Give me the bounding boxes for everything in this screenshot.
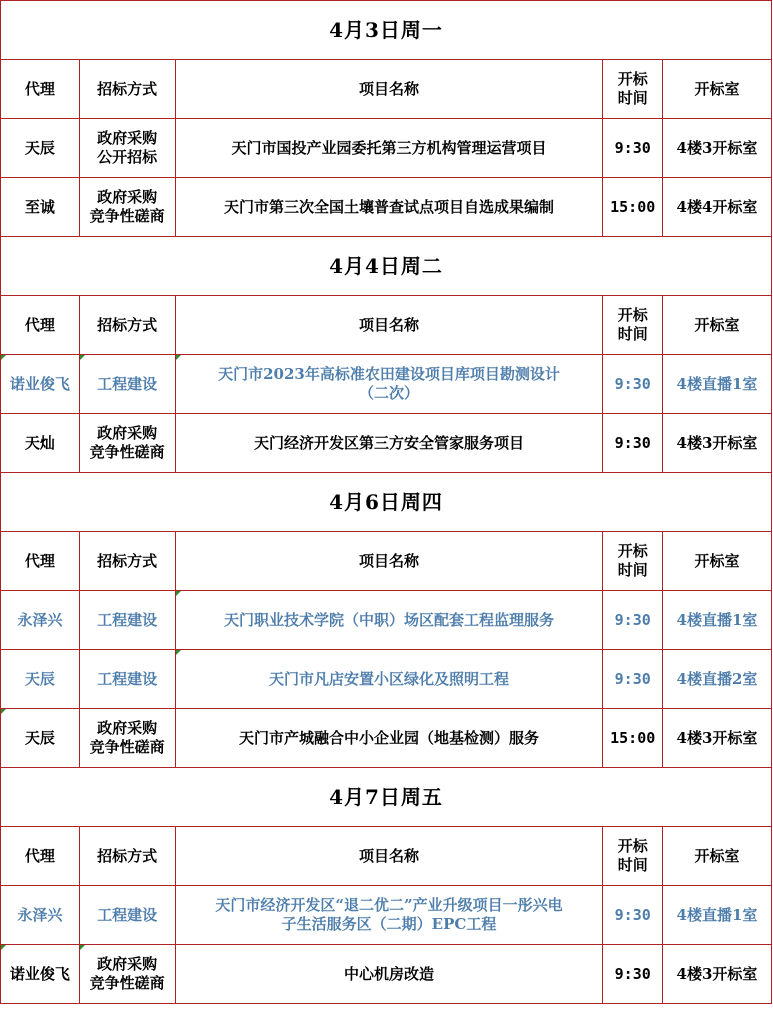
header-method: 招标方式 — [79, 532, 175, 591]
room-cell: 4楼直播1室 — [662, 355, 771, 414]
room-cell: 4楼4开标室 — [662, 178, 771, 237]
time-cell: 9:30 — [603, 945, 663, 1004]
time-cell: 9:30 — [603, 886, 663, 945]
table-row — [1, 591, 772, 650]
day-title: 4月4日周二 — [1, 237, 772, 296]
time-cell: 9:30 — [603, 355, 663, 414]
table-row — [1, 945, 772, 1004]
column-header-row — [1, 296, 772, 355]
column-header-row — [1, 532, 772, 591]
header-agent: 代理 — [1, 296, 80, 355]
header-agent: 代理 — [1, 532, 80, 591]
method-cell: 政府采购 竞争性磋商 — [79, 178, 175, 237]
time-cell: 15:00 — [603, 709, 663, 768]
project-name-cell: 天门市第三次全国土壤普查试点项目自选成果编制 — [175, 178, 603, 237]
method-cell: 工程建设 — [79, 886, 175, 945]
project-name-cell: 天门市国投产业园委托第三方机构管理运营项目 — [175, 119, 603, 178]
method-cell: 政府采购 竞争性磋商 — [79, 709, 175, 768]
header-project-name: 项目名称 — [175, 532, 603, 591]
time-cell: 9:30 — [603, 591, 663, 650]
agent-cell: 天辰 — [1, 119, 80, 178]
table-row — [1, 709, 772, 768]
room-cell: 4楼直播1室 — [662, 591, 771, 650]
header-method: 招标方式 — [79, 296, 175, 355]
agent-cell: 至诚 — [1, 178, 80, 237]
room-cell: 4楼直播2室 — [662, 650, 771, 709]
method-cell: 工程建设 — [79, 591, 175, 650]
table-row — [1, 178, 772, 237]
method-cell: 政府采购 公开招标 — [79, 119, 175, 178]
project-name-cell: 天门经济开发区第三方安全管家服务项目 — [175, 414, 603, 473]
table-row — [1, 886, 772, 945]
room-cell: 4楼直播1室 — [662, 886, 771, 945]
header-agent: 代理 — [1, 827, 80, 886]
agent-cell: 天辰 — [1, 709, 80, 768]
room-cell: 4楼3开标室 — [662, 709, 771, 768]
room-cell: 4楼3开标室 — [662, 945, 771, 1004]
time-cell: 15:00 — [603, 178, 663, 237]
header-open-time: 开标 时间 — [603, 827, 663, 886]
agent-cell: 诺业俊飞 — [1, 355, 80, 414]
header-open-time: 开标 时间 — [603, 60, 663, 119]
day-title: 4月3日周一 — [1, 1, 772, 60]
agent-cell: 诺业俊飞 — [1, 945, 80, 1004]
column-header-row — [1, 827, 772, 886]
header-room: 开标室 — [662, 827, 771, 886]
header-open-time: 开标 时间 — [603, 296, 663, 355]
method-cell: 工程建设 — [79, 650, 175, 709]
time-cell: 9:30 — [603, 414, 663, 473]
header-project-name: 项目名称 — [175, 827, 603, 886]
header-agent: 代理 — [1, 60, 80, 119]
agent-cell: 永泽兴 — [1, 591, 80, 650]
time-cell: 9:30 — [603, 119, 663, 178]
header-room: 开标室 — [662, 60, 771, 119]
header-method: 招标方式 — [79, 827, 175, 886]
day-title: 4月6日周四 — [1, 473, 772, 532]
header-method: 招标方式 — [79, 60, 175, 119]
header-project-name: 项目名称 — [175, 60, 603, 119]
header-project-name: 项目名称 — [175, 296, 603, 355]
project-name-cell: 天门市2023年高标准农田建设项目库项目勘测设计 （二次） — [175, 355, 603, 414]
project-name-cell: 天门市经济开发区“退二优二”产业升级项目一彤兴电 子生活服务区（二期）EPC工程 — [175, 886, 603, 945]
header-open-time: 开标 时间 — [603, 532, 663, 591]
day-title: 4月7日周五 — [1, 768, 772, 827]
project-name-cell: 天门职业技术学院（中职）场区配套工程监理服务 — [175, 591, 603, 650]
table-row — [1, 355, 772, 414]
table-row — [1, 119, 772, 178]
day-header-row — [1, 1, 772, 60]
time-cell: 9:30 — [603, 650, 663, 709]
day-header-row — [1, 473, 772, 532]
column-header-row — [1, 60, 772, 119]
room-cell: 4楼3开标室 — [662, 414, 771, 473]
agent-cell: 天辰 — [1, 650, 80, 709]
project-name-cell: 中心机房改造 — [175, 945, 603, 1004]
project-name-cell: 天门市产城融合中小企业园（地基检测）服务 — [175, 709, 603, 768]
table-row — [1, 414, 772, 473]
header-room: 开标室 — [662, 532, 771, 591]
day-header-row — [1, 768, 772, 827]
agent-cell: 天灿 — [1, 414, 80, 473]
project-name-cell: 天门市凡店安置小区绿化及照明工程 — [175, 650, 603, 709]
method-cell: 工程建设 — [79, 355, 175, 414]
room-cell: 4楼3开标室 — [662, 119, 771, 178]
table-row — [1, 650, 772, 709]
agent-cell: 永泽兴 — [1, 886, 80, 945]
method-cell: 政府采购 竞争性磋商 — [79, 945, 175, 1004]
method-cell: 政府采购 竞争性磋商 — [79, 414, 175, 473]
header-room: 开标室 — [662, 296, 771, 355]
day-header-row — [1, 237, 772, 296]
